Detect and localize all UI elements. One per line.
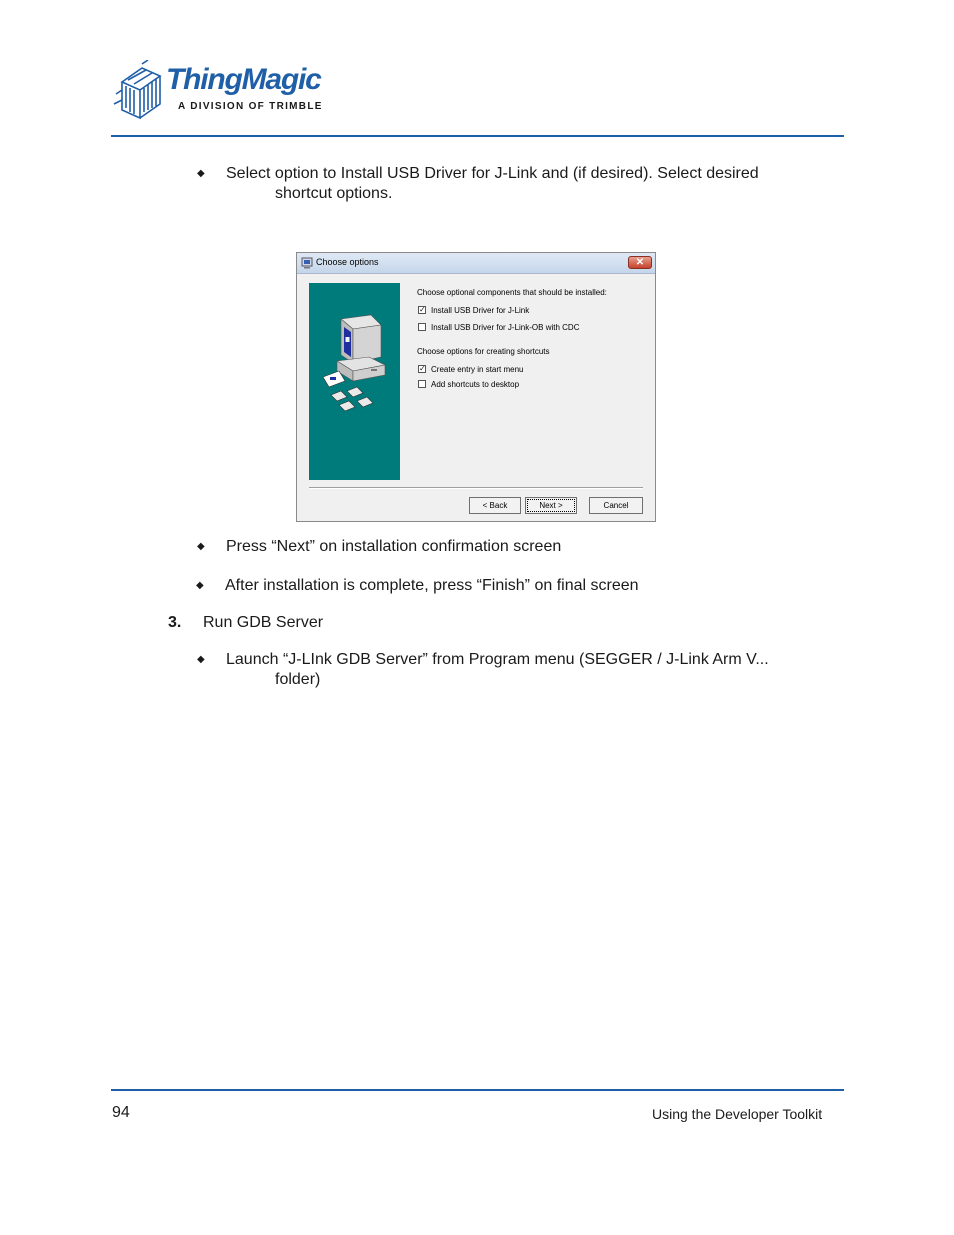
check-mark-icon: ✓ [419, 364, 426, 373]
back-button[interactable]: < Back [469, 497, 521, 514]
step-number: 3. [168, 614, 182, 631]
shortcuts-heading: Choose options for creating shortcuts [417, 347, 550, 356]
install-usb-driver-ob-checkbox[interactable] [418, 323, 426, 331]
check-mark-icon: ✓ [419, 305, 426, 314]
bullet-text-continued: folder) [275, 671, 321, 688]
footer-section-title: Using the Developer Toolkit [652, 1106, 823, 1122]
wizard-side-panel [309, 283, 400, 480]
logo-wordmark: ThingMagic [166, 63, 321, 96]
dialog-separator [309, 487, 643, 489]
computer-illustration-icon [319, 311, 389, 421]
dialog-titlebar [297, 253, 655, 274]
step-title: Run GDB Server [203, 614, 324, 631]
bullet-text: Launch “J-LInk GDB Server” from Program menu (SEGGER / J-Link Arm V... [226, 651, 769, 668]
close-button[interactable] [628, 256, 652, 269]
installer-icon [301, 257, 313, 269]
bullet-text: After installation is complete, press “Finish” on final screen [225, 577, 639, 594]
page-number: 94 [112, 1104, 130, 1121]
header-rule [111, 135, 844, 137]
bullet-diamond-icon: ◆ [197, 168, 205, 179]
close-icon: ✕ [635, 257, 645, 268]
bullet-diamond-icon: ◆ [197, 654, 205, 665]
desktop-shortcut-label[interactable]: Add shortcuts to desktop [431, 380, 520, 389]
bullet-text: Select option to Install USB Driver for J-Link and (if desired). Select desired [226, 165, 759, 182]
cancel-button[interactable]: Cancel [589, 497, 643, 514]
logo-subtitle: A DIVISION OF TRIMBLE [178, 101, 323, 112]
next-button[interactable]: Next > [525, 497, 577, 514]
bullet-diamond-icon: ◆ [196, 580, 204, 591]
install-usb-driver-label[interactable]: Install USB Driver for J-Link [431, 306, 530, 315]
desktop-shortcut-checkbox[interactable] [418, 380, 426, 388]
start-menu-checkbox[interactable] [418, 365, 426, 373]
install-usb-driver-ob-label[interactable]: Install USB Driver for J-Link-OB with CDC [431, 323, 580, 332]
bullet-text-continued: shortcut options. [275, 185, 393, 202]
start-menu-label[interactable]: Create entry in start menu [431, 365, 524, 374]
footer-rule [111, 1089, 844, 1091]
bullet-diamond-icon: ◆ [197, 541, 205, 552]
bullet-text: Press “Next” on installation confirmation screen [226, 538, 562, 555]
choose-options-dialog [296, 252, 656, 522]
components-heading: Choose optional components that should be installed: [417, 288, 607, 297]
dialog-title: Choose options [316, 257, 379, 267]
install-usb-driver-checkbox[interactable] [418, 306, 426, 314]
